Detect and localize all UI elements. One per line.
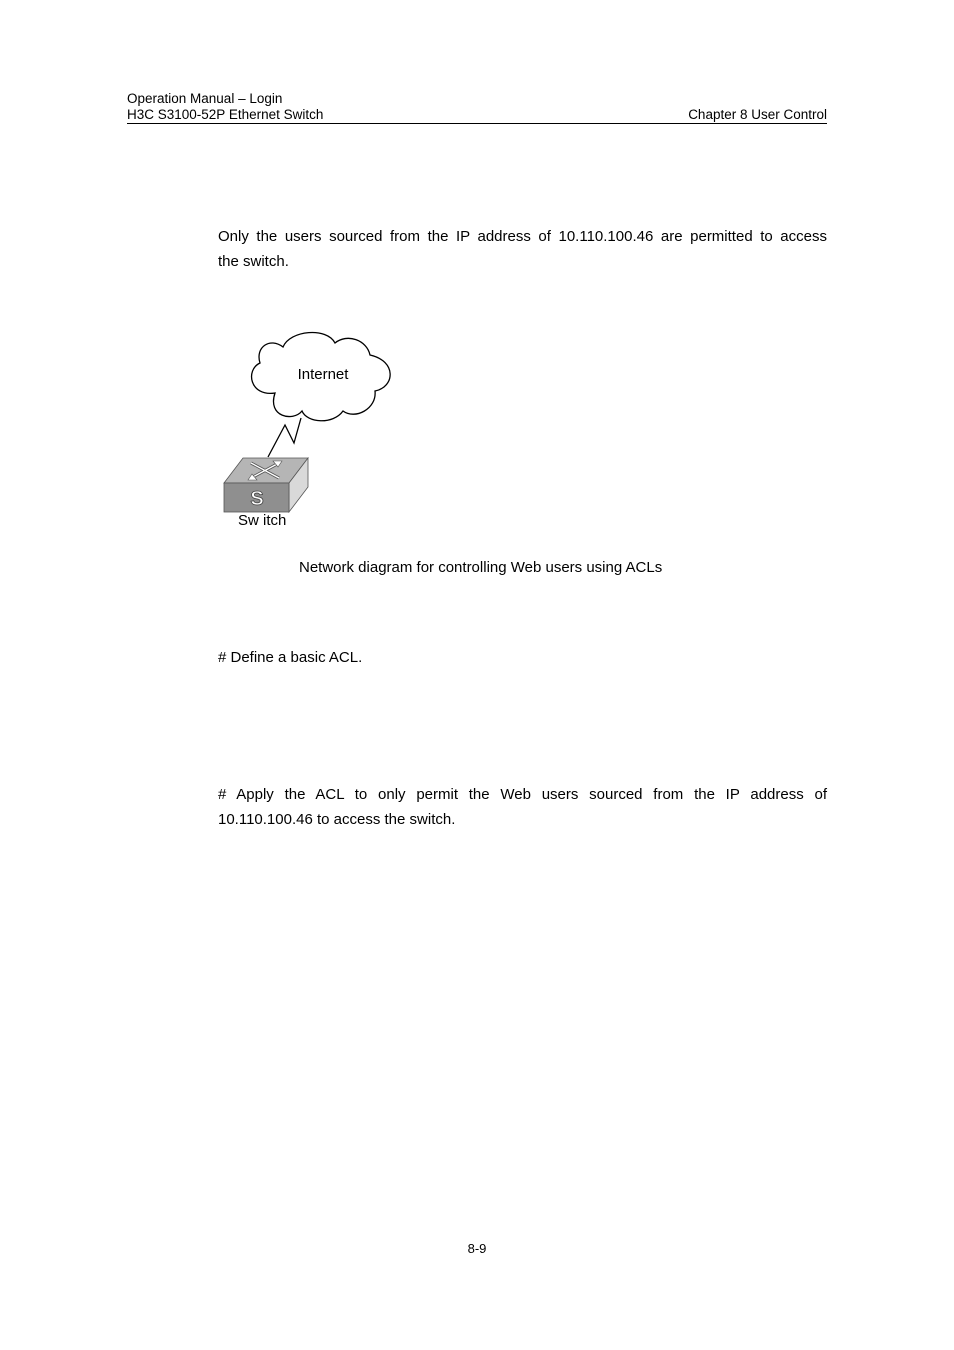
switch-label: Sw itch [238, 512, 287, 529]
switch-letter: S [250, 488, 264, 510]
step-define-acl: # Define a basic ACL. [218, 649, 363, 666]
step-apply-acl-line-2: 10.110.100.46 to access the switch. [218, 811, 456, 828]
page-number: 8-9 [467, 1241, 487, 1256]
requirement-paragraph [218, 224, 827, 274]
requirement-line-1: Only the users sourced from the IP address of 10.110.100.46 are permitted to access [218, 228, 827, 245]
step-apply-acl [218, 782, 827, 832]
header-rule [127, 123, 827, 124]
header-manual-title: Operation Manual – Login [127, 91, 283, 106]
header-chapter: Chapter 8 User Control [688, 107, 827, 122]
step-apply-acl-line-1: # Apply the ACL to only permit the Web users sourced from the IP address of [218, 786, 827, 803]
figure-caption: Network diagram for controlling Web users using ACLs [299, 559, 663, 576]
network-diagram [215, 325, 415, 535]
header-product: H3C S3100-52P Ethernet Switch [127, 107, 324, 122]
switch-icon [224, 458, 308, 512]
link-lightning-icon [268, 418, 301, 457]
cloud-label: Internet [297, 366, 349, 383]
requirement-line-2: the switch. [218, 253, 289, 270]
